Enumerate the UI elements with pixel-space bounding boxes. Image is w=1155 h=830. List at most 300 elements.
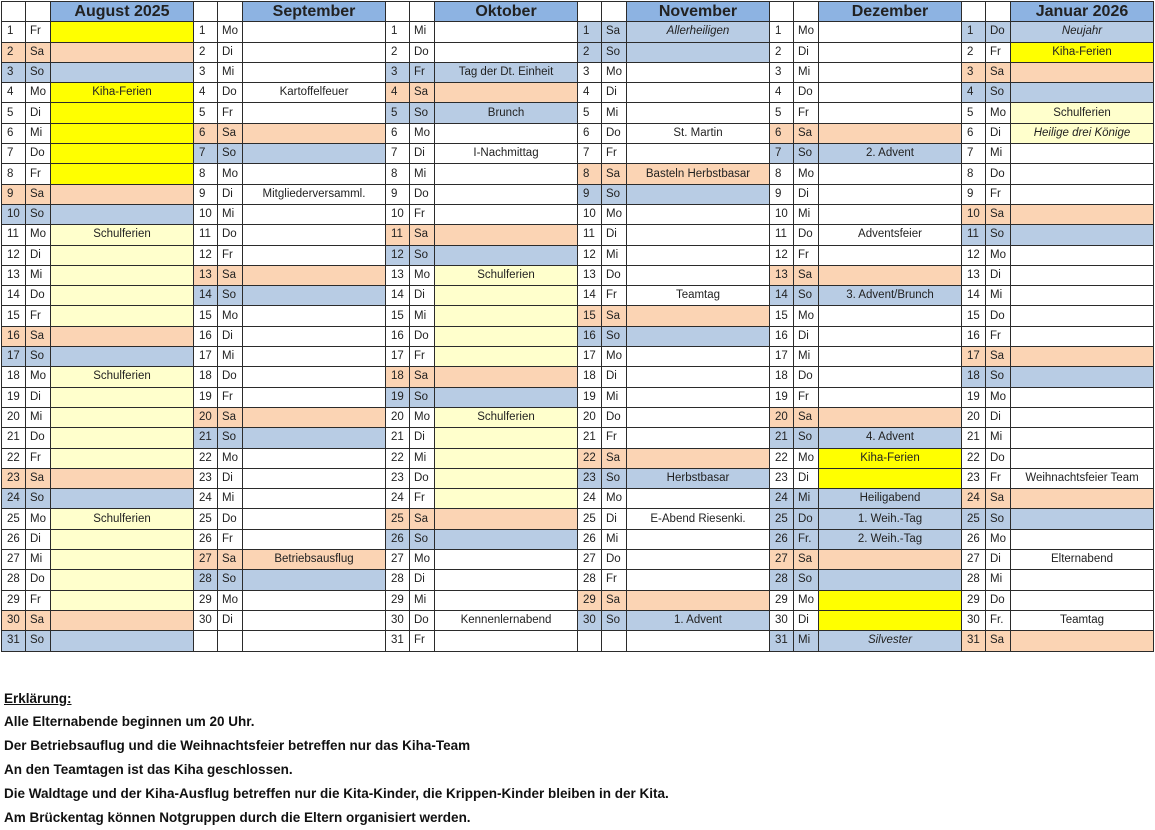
day-event: Kiha-Ferien [819,448,962,468]
day-event [627,265,770,285]
day-number: 22 [386,448,410,468]
weekday: So [794,286,819,306]
day-event: 1. Advent [627,610,770,630]
day-event [243,387,386,407]
weekday: Fr [986,42,1011,62]
day-event [243,610,386,630]
weekday: Mo [602,204,627,224]
day-number: 6 [2,123,26,143]
day-number: 23 [194,468,218,488]
weekday: Sa [986,631,1011,651]
weekday: Do [602,550,627,570]
header-spacer [386,2,410,22]
day-number: 11 [578,225,602,245]
day-number: 30 [770,610,794,630]
weekday: Do [794,509,819,529]
weekday: Mi [218,489,243,509]
day-event: Betriebsausflug [243,550,386,570]
weekday: Fr [986,468,1011,488]
day-number: 1 [770,22,794,42]
month-title: November [627,2,770,22]
day-event: Elternabend [1011,550,1154,570]
day-event: Herbstbasar [627,468,770,488]
day-number: 31 [962,631,986,651]
day-event: Mitgliederversamml. [243,184,386,204]
day-number: 16 [770,326,794,346]
day-event: Heiligabend [819,489,962,509]
weekday: Do [986,590,1011,610]
day-event: Basteln Herbstbasar [627,164,770,184]
weekday: Mi [410,448,435,468]
day-number: 2 [770,42,794,62]
weekday: Mo [602,347,627,367]
weekday: Fr [410,204,435,224]
day-event: Schulferien [435,407,578,427]
weekday: So [410,529,435,549]
day-event: Schulferien [51,509,194,529]
weekday: Sa [26,468,51,488]
weekday: Mo [986,103,1011,123]
day-number: 15 [962,306,986,326]
day-number: 6 [578,123,602,143]
day-number: 9 [194,184,218,204]
day-number: 10 [386,204,410,224]
day-number: 22 [578,448,602,468]
day-event [51,62,194,82]
day-number: 11 [770,225,794,245]
header-spacer [962,2,986,22]
month-title: August 2025 [51,2,194,22]
day-event [1011,62,1154,82]
weekday: So [794,428,819,448]
day-number: 5 [2,103,26,123]
empty-cell [194,631,218,651]
day-event [627,184,770,204]
day-event [435,184,578,204]
day-event [819,347,962,367]
weekday: So [602,610,627,630]
table-row [2,164,1154,184]
weekday: Mi [986,428,1011,448]
table-row [2,509,1154,529]
day-number: 4 [962,83,986,103]
weekday: Mi [410,164,435,184]
month-title: Dezember [819,2,962,22]
day-event [51,550,194,570]
weekday: Mi [26,550,51,570]
day-event [1011,184,1154,204]
day-number: 3 [578,62,602,82]
day-number: 12 [578,245,602,265]
weekday: Mi [986,286,1011,306]
table-row [2,610,1154,630]
day-number: 25 [770,509,794,529]
day-number: 3 [770,62,794,82]
day-event [243,489,386,509]
weekday: Di [794,610,819,630]
weekday: Di [26,245,51,265]
weekday: So [26,204,51,224]
weekday: Mo [26,225,51,245]
day-number: 3 [2,62,26,82]
day-event [819,570,962,590]
legend [4,688,669,830]
weekday: Sa [218,123,243,143]
day-event [243,326,386,346]
weekday: Di [218,42,243,62]
day-event [435,83,578,103]
weekday: Do [794,225,819,245]
weekday: Mi [794,631,819,651]
day-event [1011,367,1154,387]
day-event [243,225,386,245]
day-number: 28 [194,570,218,590]
day-event: Weihnachtsfeier Team [1011,468,1154,488]
weekday: Sa [986,489,1011,509]
legend-line: Alle Elternabende beginnen um 20 Uhr. [4,714,255,729]
day-number: 6 [194,123,218,143]
weekday: Sa [218,265,243,285]
day-event: Schulferien [51,225,194,245]
day-number: 15 [2,306,26,326]
day-number: 7 [2,144,26,164]
day-event [435,468,578,488]
table-row [2,144,1154,164]
month-title: Januar 2026 [1011,2,1154,22]
day-number: 21 [962,428,986,448]
day-number: 19 [194,387,218,407]
day-number: 15 [578,306,602,326]
day-event [243,103,386,123]
day-event [1011,407,1154,427]
day-number: 23 [578,468,602,488]
day-number: 3 [194,62,218,82]
day-number: 10 [962,204,986,224]
day-number: 5 [386,103,410,123]
weekday: Do [410,326,435,346]
day-event [819,326,962,346]
weekday: Di [218,326,243,346]
day-number: 29 [770,590,794,610]
day-event [243,204,386,224]
table-row [2,245,1154,265]
day-number: 17 [386,347,410,367]
day-number: 26 [962,529,986,549]
day-number: 14 [578,286,602,306]
day-event [627,42,770,62]
table-row [2,204,1154,224]
day-number: 14 [962,286,986,306]
month-title: Oktober [435,2,578,22]
table-row [2,62,1154,82]
weekday: Fr [218,245,243,265]
day-event [627,326,770,346]
day-number: 30 [2,610,26,630]
weekday: Do [218,509,243,529]
weekday: So [410,103,435,123]
day-number: 28 [578,570,602,590]
weekday: Fr [218,387,243,407]
day-event [819,184,962,204]
day-number: 22 [770,448,794,468]
legend-title: Erklärung: [4,691,72,706]
day-event: Kennenlernabend [435,610,578,630]
day-event [819,123,962,143]
header-spacer [794,2,819,22]
legend-line: Die Waldtage und der Kiha-Ausflug betreffen nur die Kita-Kinder, die Krippen-Kinder bleiben in der Kita. [4,786,669,801]
weekday: Di [986,407,1011,427]
day-number: 14 [770,286,794,306]
weekday: Sa [602,590,627,610]
weekday: Mo [794,164,819,184]
day-number: 12 [2,245,26,265]
weekday: Sa [410,509,435,529]
day-event [51,306,194,326]
header-spacer [2,2,26,22]
day-number: 28 [770,570,794,590]
day-number: 4 [578,83,602,103]
day-event [1011,164,1154,184]
day-event [819,204,962,224]
weekday: Mi [410,22,435,42]
day-event [1011,245,1154,265]
day-event: Kiha-Ferien [1011,42,1154,62]
weekday: Mi [794,347,819,367]
weekday: Fr [602,286,627,306]
day-event [435,509,578,529]
day-number: 24 [770,489,794,509]
day-number: 13 [194,265,218,285]
day-number: 25 [578,509,602,529]
day-number: 2 [386,42,410,62]
weekday: Sa [794,265,819,285]
day-event [243,306,386,326]
day-number: 5 [194,103,218,123]
day-event: Teamtag [627,286,770,306]
day-event: I-Nachmittag [435,144,578,164]
day-event [435,550,578,570]
day-event [819,62,962,82]
day-event: Schulferien [51,367,194,387]
day-number: 13 [770,265,794,285]
day-event [51,387,194,407]
day-event [243,164,386,184]
table-row [2,428,1154,448]
day-event [627,306,770,326]
empty-cell [602,631,627,651]
day-event [243,265,386,285]
weekday: Sa [410,367,435,387]
day-number: 20 [386,407,410,427]
day-event: St. Martin [627,123,770,143]
day-event [1011,225,1154,245]
day-number: 19 [386,387,410,407]
day-event [51,489,194,509]
day-event [819,590,962,610]
weekday: Mo [602,489,627,509]
weekday: Di [794,468,819,488]
day-number: 12 [386,245,410,265]
weekday: Sa [794,550,819,570]
day-number: 7 [578,144,602,164]
month-title: September [243,2,386,22]
day-number: 31 [770,631,794,651]
day-event [1011,144,1154,164]
day-event: 4. Advent [819,428,962,448]
day-number: 1 [962,22,986,42]
weekday: So [986,367,1011,387]
day-number: 15 [194,306,218,326]
weekday: Do [410,468,435,488]
day-event [1011,529,1154,549]
day-event [51,631,194,651]
day-number: 26 [2,529,26,549]
day-event: Adventsfeier [819,225,962,245]
day-event [243,22,386,42]
weekday: Sa [410,225,435,245]
day-number: 20 [578,407,602,427]
weekday: Do [986,22,1011,42]
day-event [51,204,194,224]
day-number: 10 [194,204,218,224]
day-event [435,42,578,62]
day-event [435,367,578,387]
day-number: 9 [962,184,986,204]
weekday: Mi [602,387,627,407]
day-number: 18 [578,367,602,387]
day-event [435,204,578,224]
weekday: Mo [794,306,819,326]
day-event [1011,428,1154,448]
weekday: Sa [602,22,627,42]
day-number: 8 [2,164,26,184]
weekday: Fr [26,22,51,42]
day-event [627,347,770,367]
weekday: Do [986,164,1011,184]
day-number: 17 [194,347,218,367]
weekday: Mi [794,489,819,509]
day-number: 29 [2,590,26,610]
day-event [51,22,194,42]
weekday: So [602,468,627,488]
day-event [627,83,770,103]
weekday: Mo [218,22,243,42]
day-number: 30 [386,610,410,630]
day-event [243,42,386,62]
day-number: 28 [2,570,26,590]
weekday: So [986,83,1011,103]
weekday: So [410,245,435,265]
weekday: Sa [218,407,243,427]
table-row [2,286,1154,306]
day-number: 5 [770,103,794,123]
day-number: 21 [770,428,794,448]
weekday: Di [410,286,435,306]
weekday: Mi [218,62,243,82]
day-event [1011,326,1154,346]
day-number: 19 [2,387,26,407]
weekday: So [986,225,1011,245]
weekday: So [26,631,51,651]
weekday: Fr [794,103,819,123]
day-number: 8 [578,164,602,184]
weekday: Mo [26,83,51,103]
day-event [51,428,194,448]
day-number: 20 [962,407,986,427]
day-event [1011,286,1154,306]
day-number: 23 [770,468,794,488]
weekday: Mi [218,347,243,367]
weekday: So [218,286,243,306]
weekday: Fr [26,590,51,610]
weekday: Sa [26,42,51,62]
day-number: 28 [962,570,986,590]
day-number: 12 [194,245,218,265]
weekday: Di [26,387,51,407]
day-number: 12 [770,245,794,265]
day-number: 11 [2,225,26,245]
day-event [1011,387,1154,407]
weekday: So [794,570,819,590]
legend-line: Der Betriebsauflug und die Weihnachtsfeier betreffen nur das Kiha-Team [4,738,471,753]
table-row [2,22,1154,42]
day-event [1011,509,1154,529]
day-event: E-Abend Riesenki. [627,509,770,529]
school-year-calendar [1,1,1154,652]
weekday: Mo [410,265,435,285]
weekday: Mo [218,306,243,326]
day-event [51,326,194,346]
day-event [819,265,962,285]
day-number: 30 [194,610,218,630]
weekday: Do [602,265,627,285]
day-event [435,123,578,143]
day-number: 14 [386,286,410,306]
table-row [2,184,1154,204]
day-number: 23 [2,468,26,488]
weekday: Mi [26,123,51,143]
day-number: 8 [386,164,410,184]
weekday: Fr. [986,610,1011,630]
day-number: 10 [770,204,794,224]
table-row [2,590,1154,610]
day-number: 16 [578,326,602,346]
day-event: Allerheiligen [627,22,770,42]
header-spacer [194,2,218,22]
day-number: 24 [578,489,602,509]
weekday: Sa [26,610,51,630]
weekday: Fr [986,326,1011,346]
day-event [51,590,194,610]
header-spacer [770,2,794,22]
day-event [51,103,194,123]
day-event [627,570,770,590]
weekday: So [986,509,1011,529]
empty-cell [627,631,770,651]
weekday: Mo [218,590,243,610]
day-event [819,407,962,427]
day-number: 9 [386,184,410,204]
weekday: Fr [26,448,51,468]
day-event [435,529,578,549]
day-number: 14 [2,286,26,306]
day-number: 13 [2,265,26,285]
day-event [51,610,194,630]
weekday: Sa [218,550,243,570]
day-event [1011,204,1154,224]
day-event [627,367,770,387]
day-event [243,468,386,488]
